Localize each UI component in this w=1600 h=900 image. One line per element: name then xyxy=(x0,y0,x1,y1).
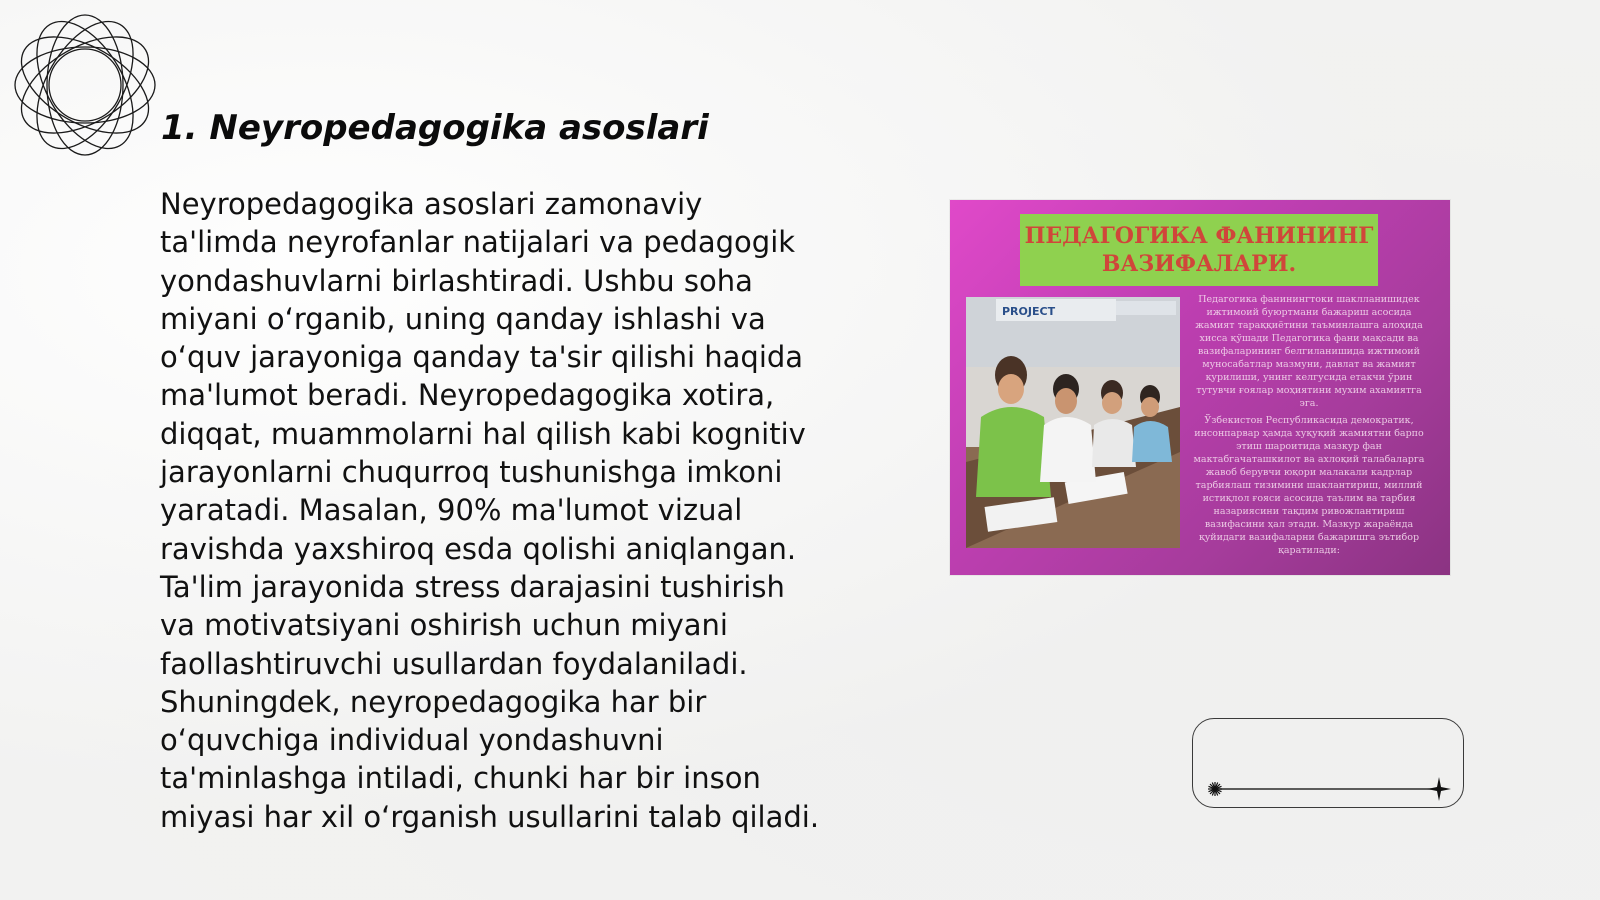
body-line: ma'lumot beradi. Neyropedagogika xotira, xyxy=(160,378,775,413)
body-line: faollashtiruvchi usullardan foydalaniladi. xyxy=(160,646,748,681)
poster-body-text xyxy=(1187,293,1431,561)
body-paragraph xyxy=(160,185,860,836)
body-line: yondashuvlarni birlashtiradi. Ushbu soha xyxy=(160,263,753,298)
starburst-icon xyxy=(1208,782,1222,796)
decorative-line xyxy=(1193,719,1465,809)
body-line: diqqat, muammolarni hal qilish kabi kognitiv xyxy=(160,416,806,451)
body-line: Shuningdek, neyropedagogika har bir xyxy=(160,684,707,719)
body-line: miyasi har xil o‘rganish usullarini talab qiladi. xyxy=(160,799,820,834)
body-line: o‘quv jarayoniga qanday ta'sir qilishi haqida xyxy=(160,340,804,375)
decorative-frame xyxy=(1192,718,1464,808)
photo-sign-text: PROJECT xyxy=(1002,305,1056,318)
poster-heading-line: ВАЗИФАЛАРИ. xyxy=(1101,251,1297,277)
body-line: jarayonlarni chuqurroq tushunishga imkoni xyxy=(160,455,783,490)
body-line: ta'limda neyrofanlar natijalari va pedagogik xyxy=(160,225,796,260)
body-line: yaratadi. Masalan, 90% ma'lumot vizual xyxy=(160,493,743,528)
body-line: Neyropedagogika asoslari zamonaviy xyxy=(160,187,703,221)
body-line: va motivatsiyani oshirish uchun miyani xyxy=(160,608,728,643)
slide-title: 1. Neyropedagogika asoslari xyxy=(161,108,709,148)
poster-heading xyxy=(1020,214,1378,286)
pedagogy-poster-image xyxy=(950,200,1450,575)
poster-paragraph: Ўзбекистон Республикасида демократик, инсонпарвар ҳамда хуқуқий жамиятни барпо этиш шароитида мазкур фан мактабгачаташкилот ва ахлоқий талабаларга жавоб берувчи юқори малакали кадрлар тарбиялаш тизимини шаклантириш, миллий истиқлол ғояси асосида таълим ва тарбия назариясини тақдим ривожлантириш вазифасини ҳал этади. Мазкур жараёнда қуйидаги вазифаларни бажаришга эътибор қаратилади: xyxy=(1193,415,1425,556)
orbital-circles-icon xyxy=(10,10,160,160)
body-line: ta'minlashga intiladi, chunki har bir inson xyxy=(160,761,761,796)
body-line: ravishda yaxshiroq esda qolishi aniqlangan. xyxy=(160,531,797,566)
body-line: Ta'lim jarayonida stress darajasini tushirish xyxy=(160,569,785,604)
body-line: o‘quvchiga individual yondashuvni xyxy=(160,723,664,758)
body-line: miyani o‘rganib, uning qanday ishlashi va xyxy=(160,301,766,336)
poster-heading-line: ПЕДАГОГИКА ФАНИНИНГ xyxy=(1024,223,1374,249)
four-point-star-icon xyxy=(1427,777,1451,801)
poster-paragraph: Педагогика фанинингтоки шаклланишидек ижтимоий буюртмани бажариш асосида жамият тараққиётини таъминлашга алоҳида хисса қўшади Педагогика фани мақсади ва вазифаларининг белгиланишида ижтимоий муносабатлар мазмуни, давлат ва жамият қурилиши, унинг келгусида етакчи ўрин тутувчи ғоялар моҳиятини мухим ахамиятга эга. xyxy=(1195,294,1423,409)
classroom-photo xyxy=(966,297,1180,548)
